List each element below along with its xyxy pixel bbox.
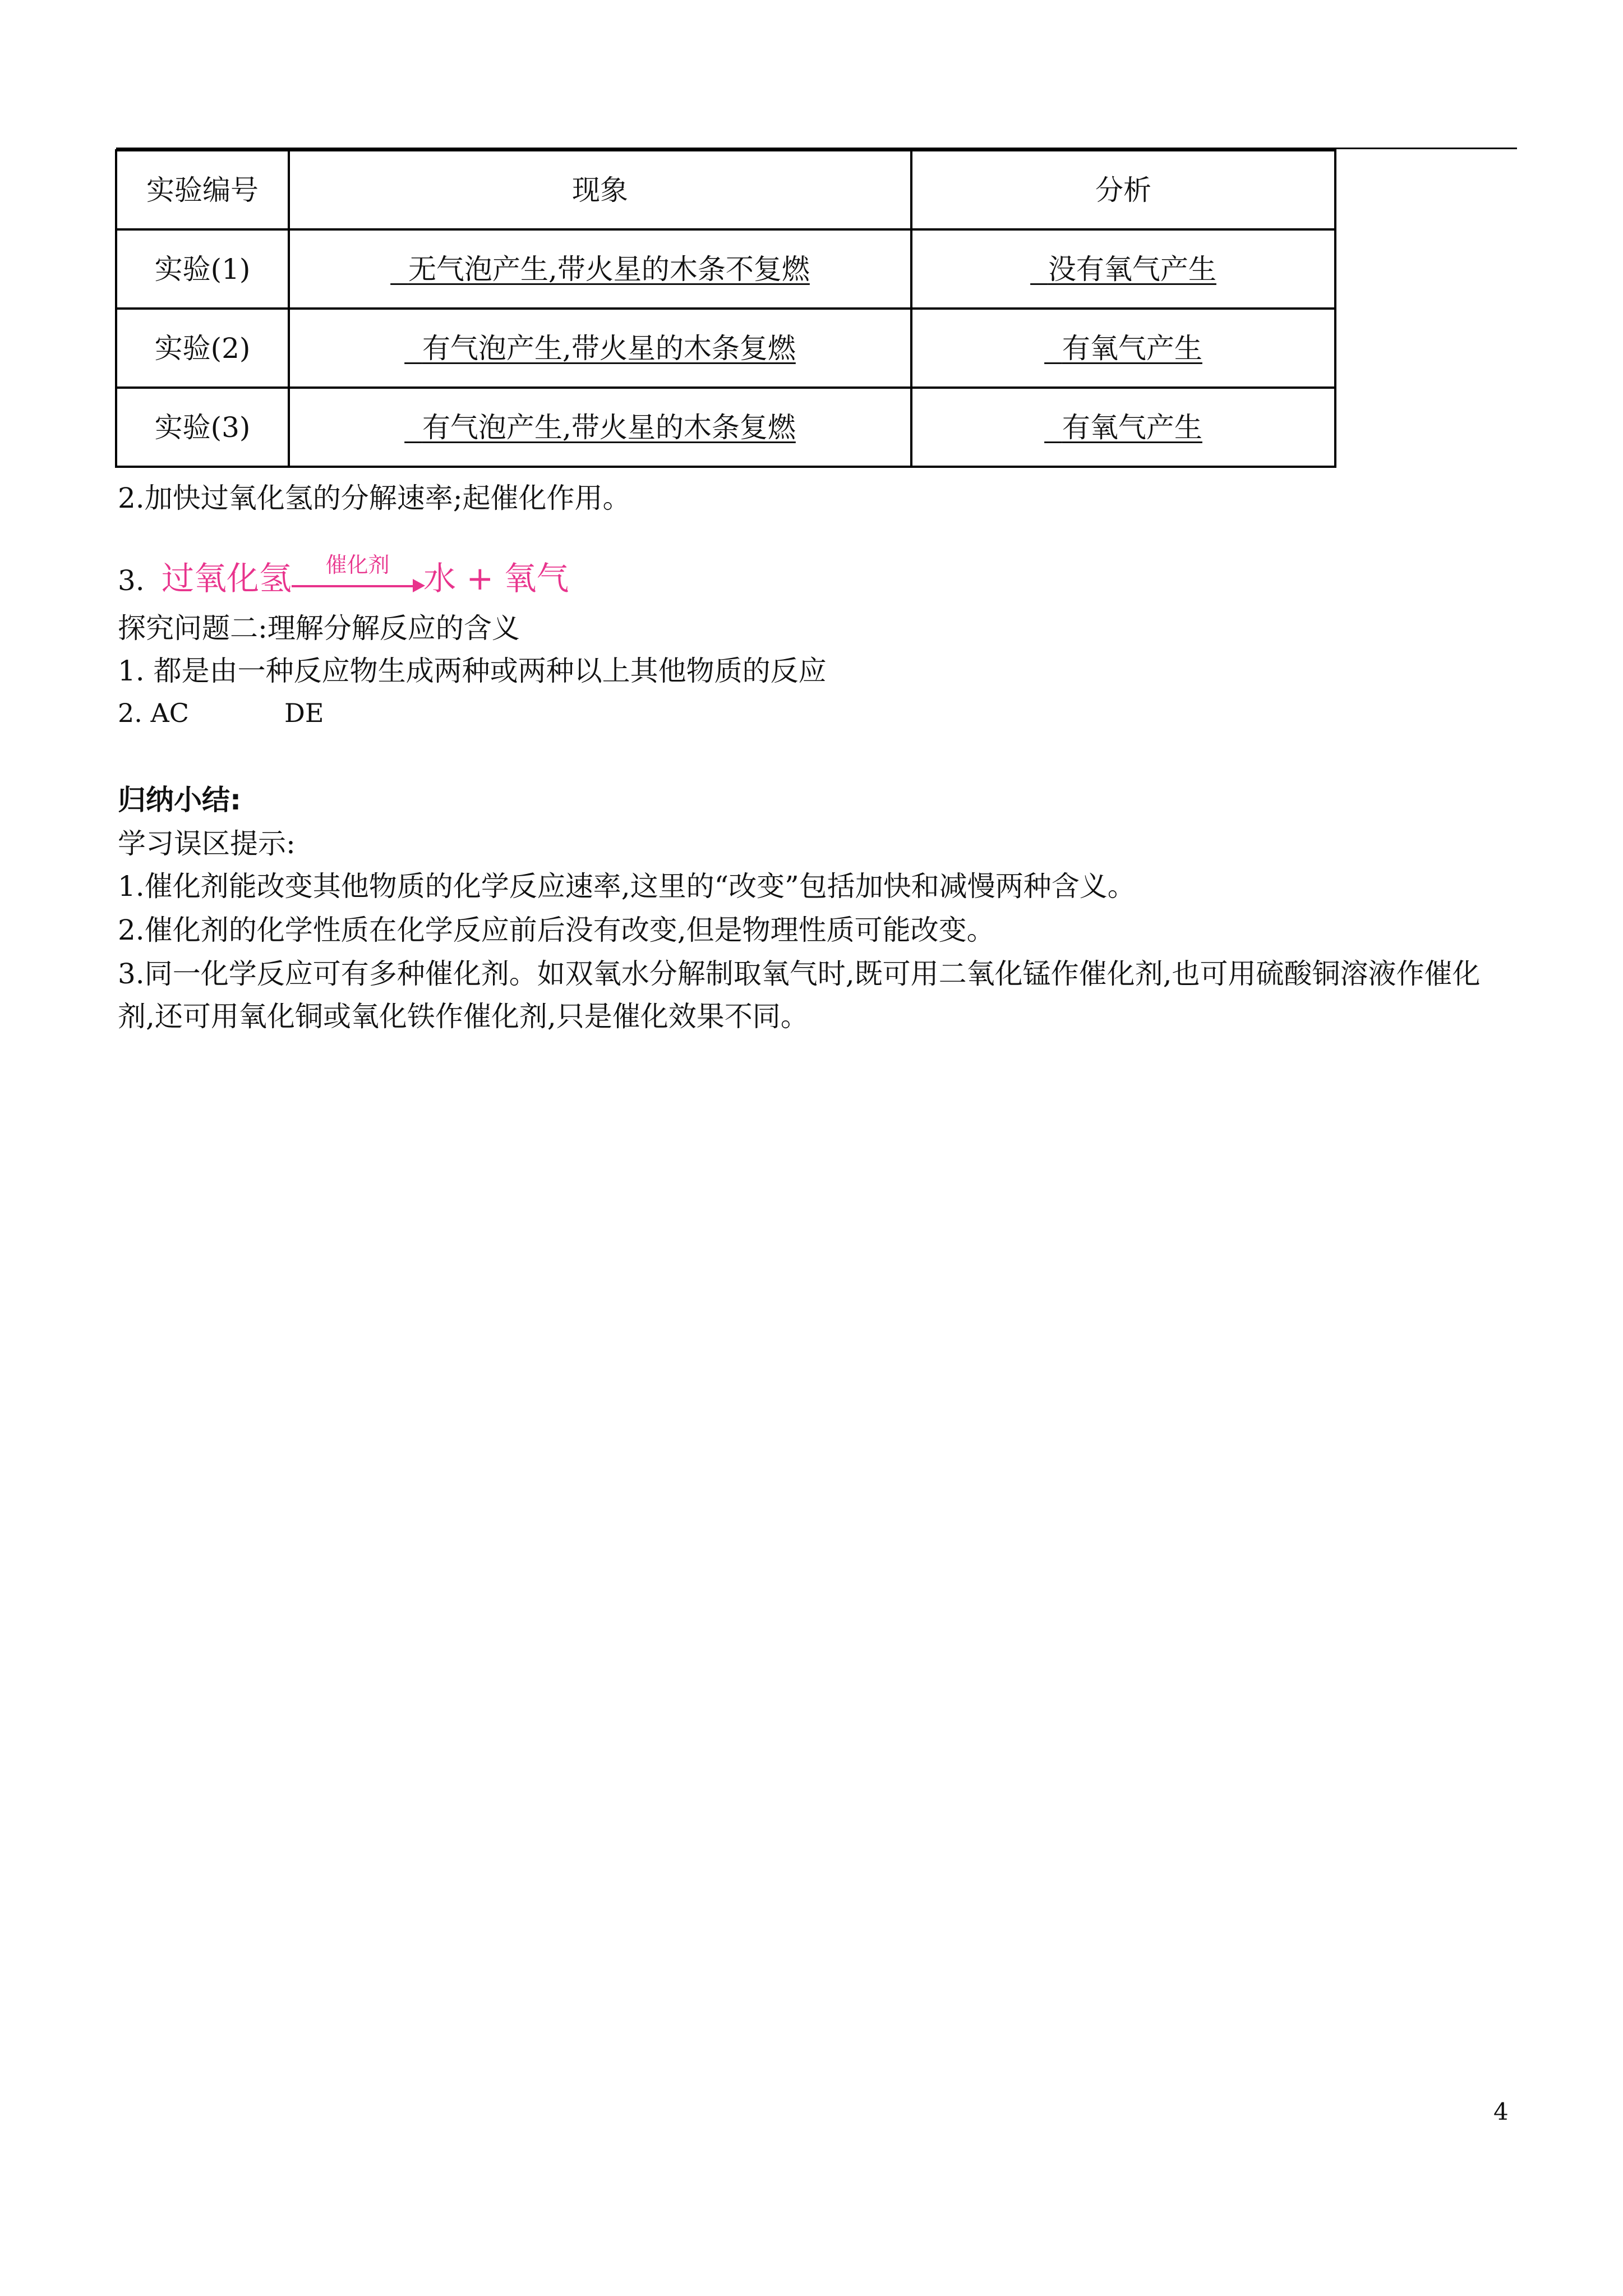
phenomenon-text: 有气泡产生,带火星的木条复燃 xyxy=(422,411,796,444)
summary-point-3-continued: 剂,还可用氧化铜或氧化铁作催化剂,只是催化效果不同。 xyxy=(118,1000,809,1033)
table-row xyxy=(116,229,1335,309)
phenomenon-cell xyxy=(289,229,911,309)
reaction-equation xyxy=(118,543,679,599)
analysis-cell xyxy=(911,229,1335,309)
equation-reactant: 过氧化氢 xyxy=(162,559,292,597)
experiment-id: 实验(1) xyxy=(116,229,289,309)
equation-number: 3. xyxy=(118,564,145,597)
experiment-id: 实验(3) xyxy=(116,388,289,467)
equation-products: 水 + 氧气 xyxy=(423,559,569,597)
page-number: 4 xyxy=(1493,2098,1509,2125)
summary-point-3: 3.同一化学反应可有多种催化剂。如双氧水分解制取氧气时,既可用二氧化锰作催化剂,也可用硫酸铜溶液作催化 xyxy=(118,958,1481,990)
analysis-text: 没有氧气产生 xyxy=(1048,252,1216,286)
equation-body xyxy=(162,552,569,599)
phenomenon-text: 有气泡产生,带火星的木条复燃 xyxy=(422,332,796,365)
reaction-condition: 催化剂 xyxy=(325,553,390,577)
summary-point-2: 2.催化剂的化学性质在化学反应前后没有改变,但是物理性质可能改变。 xyxy=(118,914,995,946)
section2-answer-1: 1. 都是由一种反应物生成两种或两种以上其他物质的反应 xyxy=(118,655,827,687)
section2-title: 探究问题二:理解分解反应的含义 xyxy=(118,612,520,645)
table-row xyxy=(116,388,1335,467)
answer-2-a: AC xyxy=(150,698,189,728)
answer-item-2: 2.加快过氧化氢的分解速率;起催化作用。 xyxy=(118,482,631,514)
experiment-id: 实验(2) xyxy=(116,309,289,388)
header-analysis: 分析 xyxy=(911,150,1335,229)
summary-subtitle: 学习误区提示: xyxy=(118,827,296,860)
summary-title: 归纳小结: xyxy=(118,784,241,816)
section2-answer-2 xyxy=(118,698,324,729)
answer-2-label: 2. xyxy=(118,698,142,728)
answer-2-b: DE xyxy=(284,698,324,728)
analysis-cell xyxy=(911,309,1335,388)
summary-point-1: 1.催化剂能改变其他物质的化学反应速率,这里的“改变”包括加快和减慢两种含义。 xyxy=(118,870,1136,903)
table-header-row xyxy=(116,150,1335,229)
header-experiment-id: 实验编号 xyxy=(116,150,289,229)
reaction-arrow xyxy=(292,553,423,599)
experiment-table xyxy=(115,149,1336,468)
header-phenomenon: 现象 xyxy=(289,150,911,229)
analysis-text: 有氧气产生 xyxy=(1062,332,1202,365)
arrow-head-icon xyxy=(413,579,425,592)
phenomenon-cell xyxy=(289,309,911,388)
arrow-shaft xyxy=(292,585,416,587)
analysis-text: 有氧气产生 xyxy=(1062,411,1202,444)
phenomenon-text: 无气泡产生,带火星的木条不复燃 xyxy=(408,252,810,286)
phenomenon-cell xyxy=(289,388,911,467)
table-row xyxy=(116,309,1335,388)
analysis-cell xyxy=(911,388,1335,467)
